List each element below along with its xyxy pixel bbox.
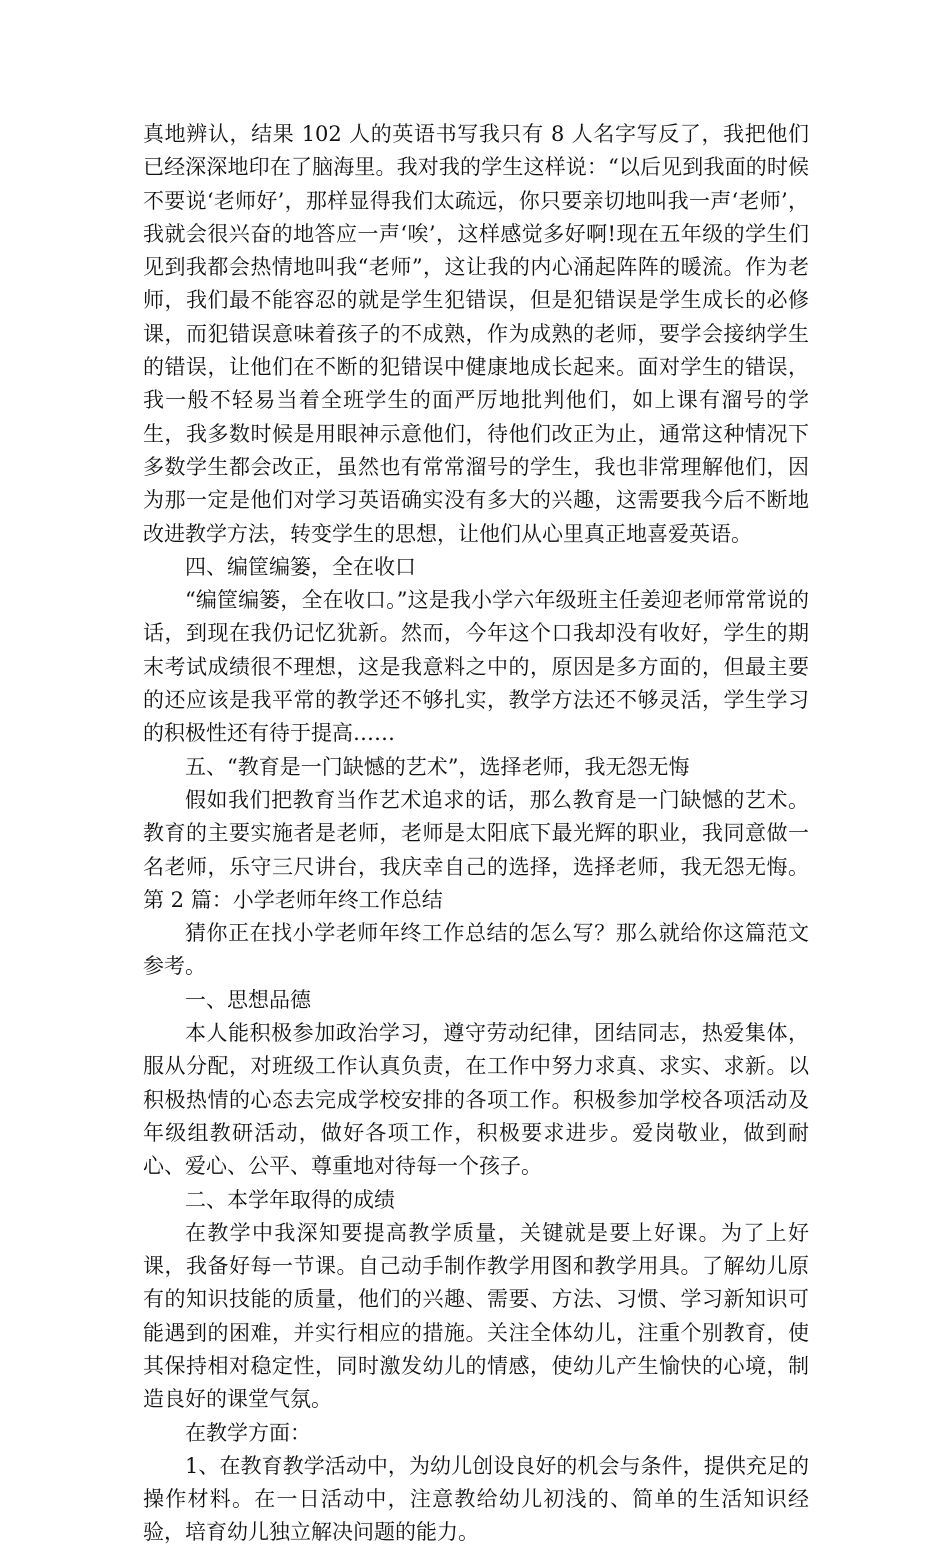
section-heading-2: 二、本学年取得的成绩 [185, 1187, 395, 1212]
section-heading-4: 四、编筐编篓，全在收口 [185, 554, 416, 579]
subheading-teaching: 在教学方面： [185, 1420, 311, 1445]
section-heading-1: 一、思想品德 [185, 987, 311, 1012]
paragraph-intro-second-article: 猜你正在找小学老师年终工作总结的怎么写？那么就给你这篇范文参考。 [143, 921, 809, 979]
paragraph-section-2: 在教学中我深知要提高教学质量，关键就是要上好课。为了上好课，我备好每一节课。自己动手制作教学用图和教学用具。了解幼儿原有的知识技能的质量，他们的兴趣、需要、方法、习惯、学习新知识可能遇到的困难，并实行相应的措施。关注全体幼儿，注重个别教育，使其保持相对稳定性，同时激发幼儿的情感，使幼儿产生愉快的心境，制造良好的课堂气氛。 [143, 1220, 809, 1412]
paragraph-section-1: 本人能积极参加政治学习，遵守劳动纪律，团结同志，热爱集体，服从分配，对班级工作认真负责，在工作中努力求真、求实、求新。以积极热情的心态去完成学校安排的各项工作。积极参加学校各项活动及年级组教研活动，做好各项工作，积极要求进步。爱岗敬业，做到耐心、爱心、公平、尊重地对待每一个孩子。 [143, 1021, 809, 1179]
document-body [143, 118, 809, 1550]
paragraph-teaching-item-1: 1、在教育教学活动中，为幼儿创设良好的机会与条件，提供充足的操作材料。在一日活动中，注意教给幼儿初浅的、简单的生活知识经验，培育幼儿独立解决问题的能力。 [143, 1453, 809, 1545]
paragraph-continuation: 真地辨认，结果 102 人的英语书写我只有 8 人名字写反了，我把他们已经深深地印在了脑海里。我对我的学生这样说：“以后见到我面的时候不要说‘老师好’，那样显得我们太疏远，你只要亲切地叫我一声‘老师’，我就会很兴奋的地答应一声‘唉’，这样感觉多好啊!现在五年级的学生们见到我都会热情地叫我“老师”，这让我的内心涌起阵阵的暖流。作为老师，我们最不能容忍的就是学生犯错误，但是犯错误是学生成长的必修课，而犯错误意味着孩子的不成熟，作为成熟的老师，要学会接纳学生的错误，让他们在不断的犯错误中健康地成长起来。面对学生的错误，我一般不轻易当着全班学生的面严厉地批判他们，如上课有溜号的学生，我多数时候是用眼神示意他们，待他们改正为止，通常这种情况下多数学生都会改正，虽然也有常常溜号的学生，我也非常理解他们，因为那一定是他们对学习英语确实没有多大的兴趣，这需要我今后不断地改进教学方法，转变学生的思想，让他们从心里真正地喜爱英语。 [143, 122, 809, 546]
paragraph-section-4: “编筐编篓，全在收口。”这是我小学六年级班主任姜迎老师常常说的话，到现在我仍记忆犹新。然而，今年这个口我却没有收好，学生的期末考试成绩很不理想，这是我意料之中的，原因是多方面的，但最主要的还应该是我平常的教学还不够扎实，教学方法还不够灵活，学生学习的积极性还有待于提高…… [143, 588, 809, 746]
section-heading-5: 五、“教育是一门缺憾的艺术”，选择老师，我无怨无悔 [185, 754, 690, 779]
paragraph-section-5: 假如我们把教育当作艺术追求的话，那么教育是一门缺憾的艺术。教育的主要实施者是老师，老师是太阳底下最光辉的职业，我同意做一名老师，乐守三尺讲台，我庆幸自己的选择，选择老师，我无怨无悔。第 2 篇：小学老师年终工作总结 [143, 787, 809, 912]
